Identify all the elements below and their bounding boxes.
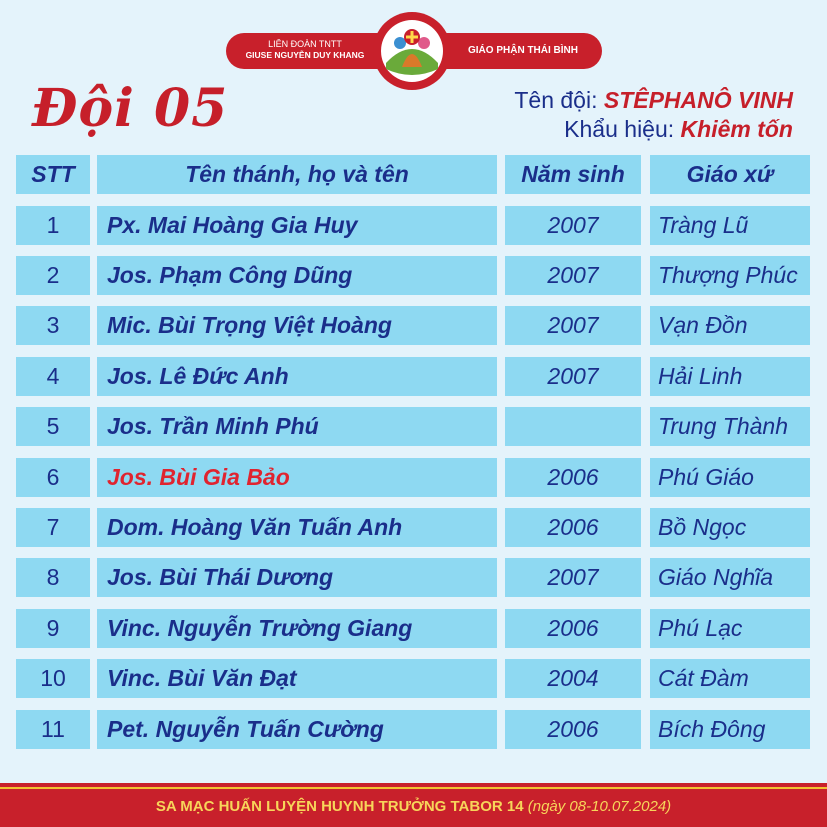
row-parish: Trung Thành: [650, 407, 810, 446]
footer-title: SA MẠC HUẤN LUYỆN HUYNH TRƯỞNG TABOR 14: [155, 798, 524, 815]
federation-line-2: GIUSE NGUYỄN DUY KHANG: [245, 50, 365, 60]
team-name-value: STÊPHANÔ VINH: [603, 87, 793, 113]
row-name: Pet. Nguyễn Tuấn Cường: [97, 710, 497, 749]
footer-stripe: [0, 787, 827, 789]
diocese-name: GIÁO PHẬN THÁI BÌNH: [468, 45, 578, 56]
footer-text: [0, 798, 827, 815]
footer-bar: [0, 783, 827, 827]
row-stt: 10: [16, 659, 90, 698]
row-parish: Cát Đàm: [650, 659, 810, 698]
row-year: 2007: [505, 306, 641, 345]
row-stt: 3: [16, 306, 90, 345]
row-parish: Vạn Đồn: [650, 306, 810, 345]
row-year: 2006: [505, 609, 641, 648]
team-motto-value: Khiêm tốn: [680, 116, 793, 142]
row-stt: 6: [16, 458, 90, 497]
row-parish: Thượng Phúc: [650, 256, 810, 295]
row-year: [505, 407, 641, 446]
header-name: Tên thánh, họ và tên: [97, 155, 497, 194]
row-stt: 8: [16, 558, 90, 597]
row-name: Jos. Phạm Công Dũng: [97, 256, 497, 295]
row-parish: Bích Đông: [650, 710, 810, 749]
row-name: Mic. Bùi Trọng Việt Hoàng: [97, 306, 497, 345]
row-stt: 7: [16, 508, 90, 547]
row-parish: Bồ Ngọc: [650, 508, 810, 547]
team-title: Đội 05: [32, 78, 229, 139]
row-stt: 11: [16, 710, 90, 749]
row-parish: Giáo Nghĩa: [650, 558, 810, 597]
team-motto-label: Khẩu hiệu:: [564, 116, 675, 142]
row-year: 2006: [505, 458, 641, 497]
row-name: Px. Mai Hoàng Gia Huy: [97, 206, 497, 245]
row-name-highlighted: Jos. Bùi Gia Bảo: [97, 458, 497, 497]
dioceses-emblem-icon: [372, 11, 452, 91]
header-stt: STT: [16, 155, 90, 194]
federation-line-1: LIÊN ĐOÀN TNTT: [268, 39, 342, 49]
row-year: 2007: [505, 206, 641, 245]
team-name-label: Tên đội:: [514, 87, 598, 113]
team-name-line: [514, 86, 793, 115]
row-parish: Tràng Lũ: [650, 206, 810, 245]
federation-name: [240, 39, 370, 61]
team-info: [514, 86, 793, 144]
row-year: 2006: [505, 508, 641, 547]
row-stt: 5: [16, 407, 90, 446]
row-year: 2004: [505, 659, 641, 698]
team-motto-line: [514, 115, 793, 144]
row-stt: 1: [16, 206, 90, 245]
row-parish: Phú Giáo: [650, 458, 810, 497]
row-year: 2006: [505, 710, 641, 749]
row-parish: Hải Linh: [650, 357, 810, 396]
row-parish: Phú Lạc: [650, 609, 810, 648]
row-name: Jos. Bùi Thái Dương: [97, 558, 497, 597]
header-year: Năm sinh: [505, 155, 641, 194]
row-name: Vinc. Bùi Văn Đạt: [97, 659, 497, 698]
row-name: Vinc. Nguyễn Trường Giang: [97, 609, 497, 648]
row-stt: 9: [16, 609, 90, 648]
row-year: 2007: [505, 256, 641, 295]
row-stt: 2: [16, 256, 90, 295]
row-name: Dom. Hoàng Văn Tuấn Anh: [97, 508, 497, 547]
header-parish: Giáo xứ: [650, 155, 810, 194]
footer-date: (ngày 08-10.07.2024): [527, 798, 672, 815]
row-stt: 4: [16, 357, 90, 396]
row-name: Jos. Trần Minh Phú: [97, 407, 497, 446]
row-year: 2007: [505, 357, 641, 396]
row-name: Jos. Lê Đức Anh: [97, 357, 497, 396]
row-year: 2007: [505, 558, 641, 597]
